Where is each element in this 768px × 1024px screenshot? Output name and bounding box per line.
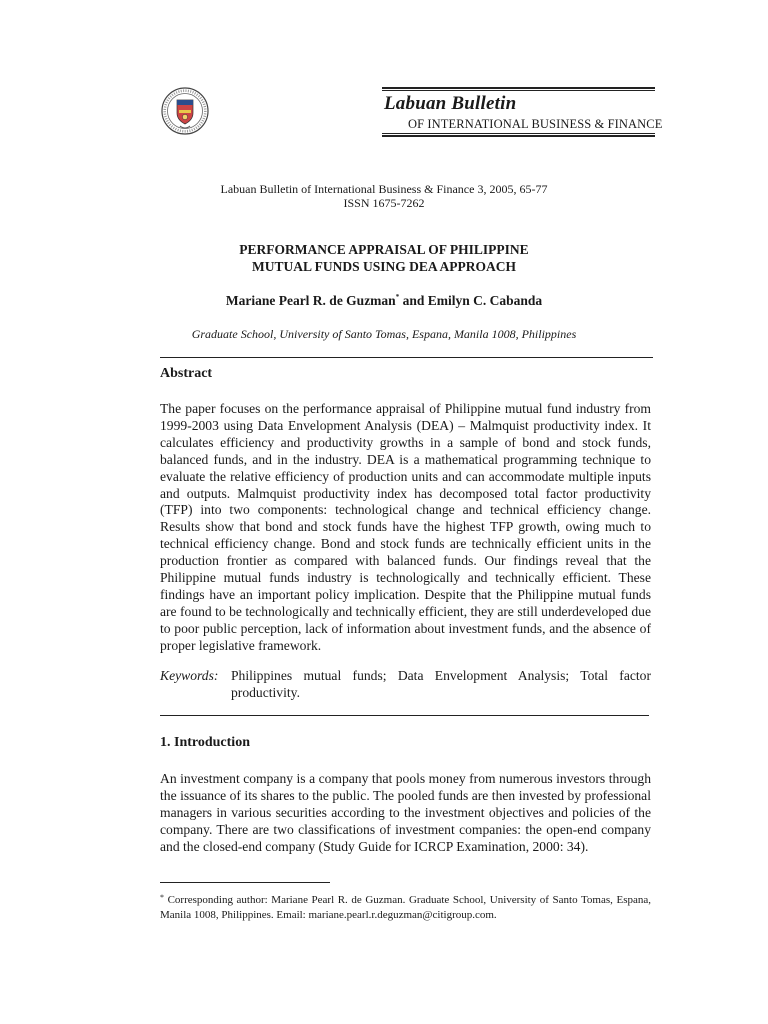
abstract-body: The paper focuses on the performance appraisal of Philippine mutual fund industry from 1999-2003 using Data Envelopment Analysis (DEA) – Malmquist productivity index. It calculates efficiency and productivity growths in a sample of bond and stock funds, balanced funds, and in the industry. DEA is a mathematical programming technique to evaluate the relative efficiency of production units and can accommodate multiple inputs and outputs. Malmquist productivity index has decomposed total factor productivity (TFP) into two components: technological change and technical efficiency change. Results show that bond and stock funds have the highest TFP growth, owing much to technical efficiency change. Bond and stock funds are technically efficient units in the production frontier as compared with balanced funds. Our findings reveal that the Philippine mutual funds industry is technologically and technically efficient. These findings have an important policy implication. Despite that the Philippine mutual funds are found to be technologically and technically efficient, they are still underdeveloped due to poor public perception, lack of information about investment funds, and the absence of proper legislative framework. [160, 401, 651, 653]
citation-line: Labuan Bulletin of International Business & Finance 3, 2005, 65-77 [220, 182, 548, 196]
paper-title-line-1: PERFORMANCE APPRAISAL OF PHILIPPINE [239, 242, 529, 257]
footnote-mark: * [160, 893, 164, 902]
university-seal-logo [160, 86, 210, 136]
masthead-top-rule [382, 87, 655, 89]
author-footnote-mark: * [395, 293, 400, 301]
masthead-bottom-rule-thick [382, 135, 655, 137]
introduction-body: An investment company is a company that pools money from numerous investors through the issuance of its shares to the public. The pooled funds are then invested by professional managers in various securities according to the investment objectives and policies of the company. There are two classifications of investment companies: the open-end company and the closed-end company (Study Guide for ICRCP Examination, 2000: 34). [160, 771, 651, 854]
keywords-bottom-rule [160, 715, 649, 716]
masthead-bottom-rule [382, 133, 655, 134]
paper-title-line-2: MUTUAL FUNDS USING DEA APPROACH [251, 259, 517, 274]
citation-block [0, 182, 768, 210]
journal-subtitle: OF INTERNATIONAL BUSINESS & FINANCE [408, 117, 663, 131]
footnote-text: Corresponding author: Mariane Pearl R. de Guzman. Graduate School, University of Santo Tomas, Espana, Manila 1008, Philippines. Email: mariane.pearl.r.deguzman@citigroup.com. [160, 894, 651, 921]
author-affiliation: Graduate School, University of Santo Tomas, Espana, Manila 1008, Philippines [191, 327, 577, 341]
keywords-label: Keywords: [160, 668, 219, 683]
issn-line: ISSN 1675-7262 [343, 196, 425, 210]
author-primary: Mariane Pearl R. de Guzman [225, 293, 396, 308]
author-list [0, 293, 768, 309]
author-secondary: and Emilyn C. Cabanda [399, 293, 543, 308]
introduction-heading: 1. Introduction [160, 735, 250, 750]
abstract-top-rule [160, 357, 653, 358]
corresponding-author-footnote [160, 890, 651, 923]
paper-title [0, 241, 768, 275]
masthead-top-rule-thin [382, 90, 655, 91]
journal-title: Labuan Bulletin [384, 93, 517, 114]
abstract-heading: Abstract [160, 366, 213, 381]
footnote-rule [160, 882, 330, 883]
keywords-list: Philippines mutual funds; Data Envelopment Analysis; Total factor productivity. [231, 668, 651, 700]
